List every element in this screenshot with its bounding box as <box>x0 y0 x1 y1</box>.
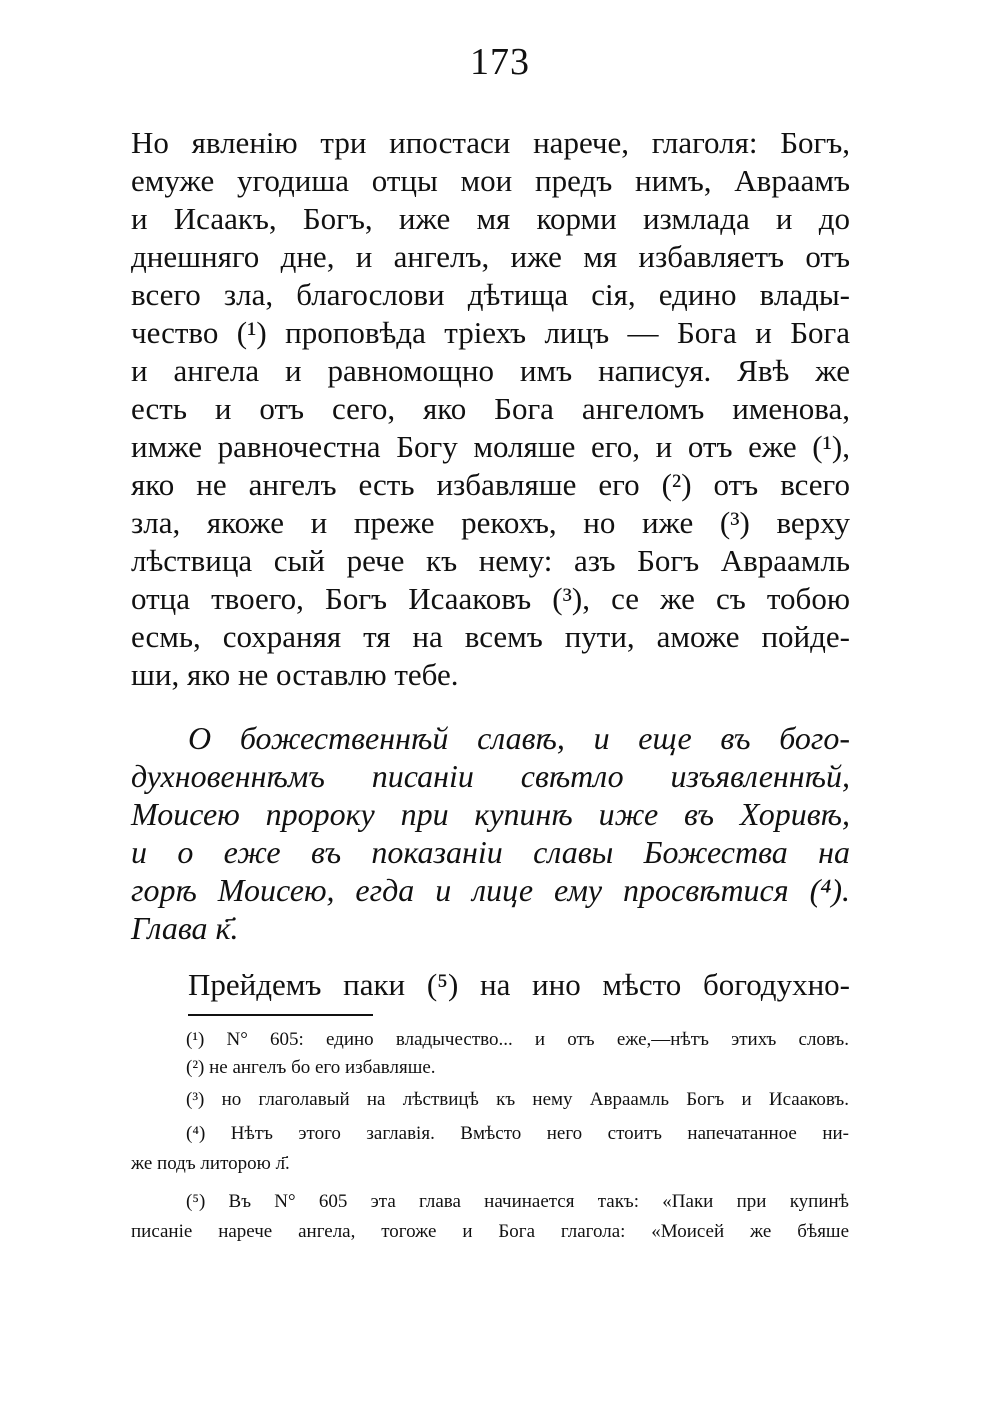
text-line: Но явленію три ипостаси нарече, глаголя: Богъ, <box>131 125 850 160</box>
footnote: (³) но глаголавый на лѣствицѣ къ нему Авраамль Богъ и Исааковъ. <box>186 1089 849 1110</box>
text-line: всего зла, благослови дѣтища сія, едино влады- <box>131 277 850 312</box>
text-line: яко не ангелъ есть избавляше его (²) отъ всего <box>131 467 850 502</box>
page-number: 173 <box>470 41 530 83</box>
footnote: (⁵) Въ N° 605 эта глава начинается такъ: «Паки при купинѣ <box>186 1191 849 1212</box>
text-line: и ангела и равномощно имъ написуя. Явѣ же <box>131 353 850 388</box>
text-line: чество (¹) проповѣда тріехъ лицъ — Бога и Бога <box>131 315 850 350</box>
text-line: отца твоего, Богъ Исааковъ (³), се же съ тобою <box>131 581 850 616</box>
heading-line: и о еже въ показаніи славы Божества на <box>131 834 850 870</box>
text-line: есть и отъ сего, яко Бога ангеломъ именова, <box>131 391 850 426</box>
heading-line: горѣ Моисею, егда и лице ему просвѣтися (⁴). <box>131 872 850 908</box>
footnote: (⁴) Нѣтъ этого заглавія. Вмѣсто него стоитъ напечатанное ни- <box>186 1123 849 1144</box>
text-line: имже равночестна Богу моляше его, и отъ еже (¹), <box>131 429 850 464</box>
heading-line: Глава к҃. <box>131 910 239 946</box>
heading-line: Моисею пророку при купинѣ иже въ Хоривѣ, <box>131 796 850 832</box>
footnote-divider <box>188 1014 373 1016</box>
heading-line: духновеннѣмъ писаніи свѣтло изъявленнѣй, <box>131 758 850 794</box>
footnote-continuation: писаніе нарече ангела, тогоже и Бога глагола: «Моисей же бѣяше <box>131 1221 849 1242</box>
text-line: лѣствица сый рече къ нему: азъ Богъ Авраамль <box>131 543 850 578</box>
text-line: днешняго дне, и ангелъ, иже мя избавляетъ отъ <box>131 239 850 274</box>
text-line: зла, якоже и преже рекохъ, но иже (³) верху <box>131 505 850 540</box>
text-line: ши, яко не оставлю тебе. <box>131 657 459 692</box>
footnote: (¹) N° 605: едино владычество... и отъ еже,—нѣтъ этихъ словъ. <box>186 1029 849 1050</box>
heading-line: О божественнѣй славѣ, и еще въ бого- <box>188 720 850 756</box>
text-line: и Исаакъ, Богъ, иже мя корми измлада и до <box>131 201 850 236</box>
footnote-continuation: же подъ литорою л҃. <box>131 1153 290 1174</box>
continuation-line: Прейдемъ паки (⁵) на ино мѣсто богодухно- <box>188 967 850 1002</box>
text-line: емуже угодиша отцы мои предъ нимъ, Авраамъ <box>131 163 850 198</box>
footnote: (²) не ангелъ бо его избавляше. <box>186 1057 436 1078</box>
text-line: есмь, сохраняя тя на всемъ пути, аможе пойде- <box>131 619 850 654</box>
